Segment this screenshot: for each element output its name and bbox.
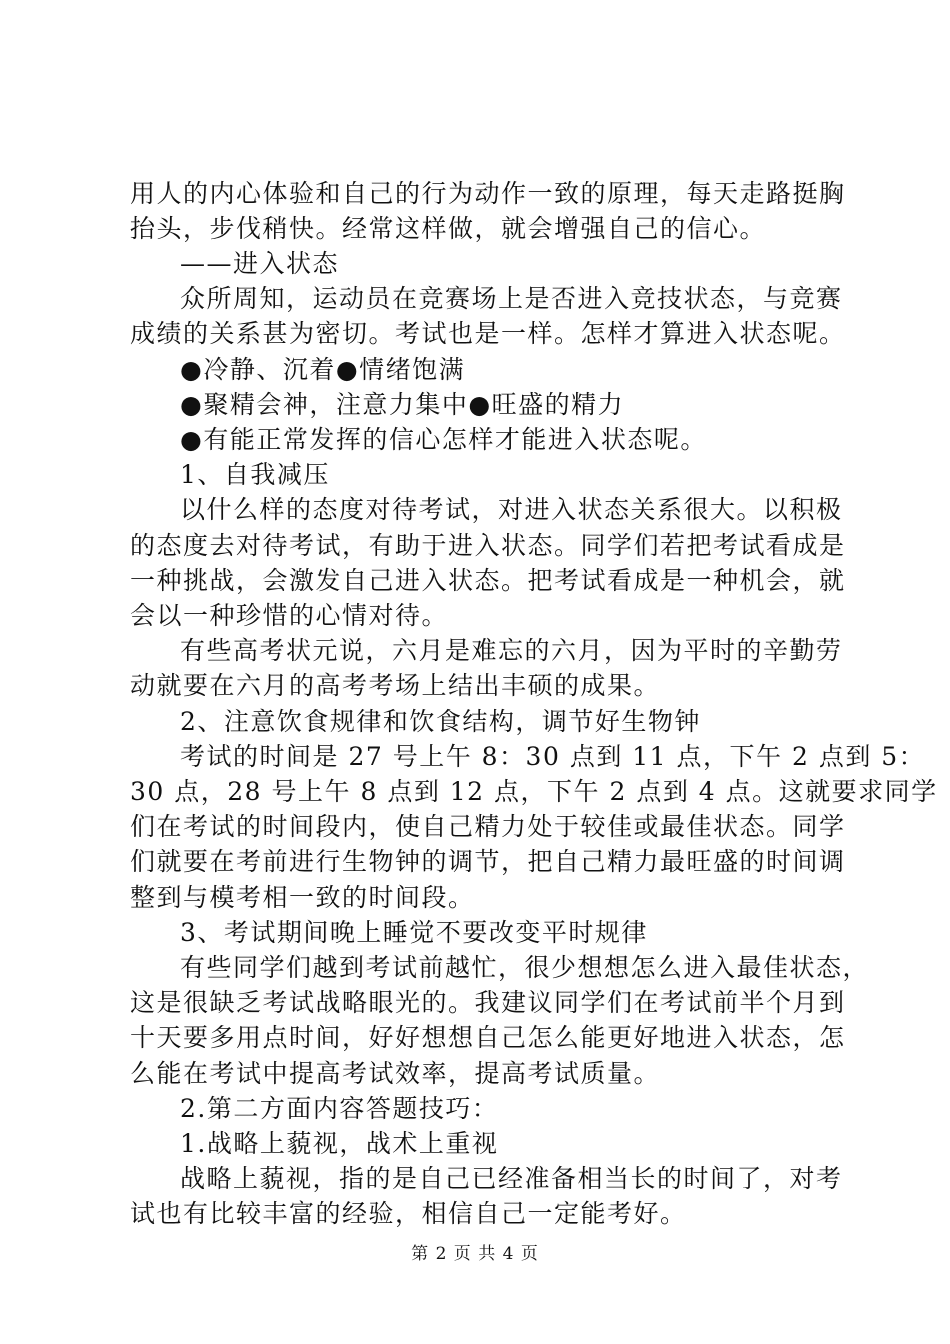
section-heading: 3、考试期间晚上睡觉不要改变平时规律 xyxy=(180,918,648,947)
text-line: 用人的内心体验和自己的行为动作一致的原理，每天走路挺胸 xyxy=(130,179,846,208)
bullet-line: ●有能正常发挥的信心怎样才能进入状态呢。 xyxy=(180,425,707,454)
text-line: 有些同学们越到考试前越忙，很少想想怎么进入最佳状态， xyxy=(180,953,870,982)
text-line: 动就要在六月的高考考场上结出丰硕的成果。 xyxy=(130,671,661,700)
text-line: 众所周知，运动员在竞赛场上是否进入竞技状态，与竞赛 xyxy=(180,284,843,313)
text-line: 这是很缺乏考试战略眼光的。我建议同学们在考试前半个月到 xyxy=(130,988,846,1017)
section-heading: 1.战略上藐视，战术上重视 xyxy=(180,1129,499,1158)
section-heading: 2、注意饮食规律和饮食结构，调节好生物钟 xyxy=(180,707,701,736)
text-line: 么能在考试中提高考试效率，提高考试质量。 xyxy=(130,1059,661,1088)
bullet-line: ●冷静、沉着●情绪饱满 xyxy=(180,355,466,384)
section-heading: 2.第二方面内容答题技巧： xyxy=(180,1094,499,1123)
text-line: 试也有比较丰富的经验，相信自己一定能考好。 xyxy=(130,1199,687,1228)
text-line: 们在考试的时间段内，使自己精力处于较佳或最佳状态。同学 xyxy=(130,812,846,841)
section-heading: ——进入状态 xyxy=(180,249,340,278)
text-line: 们就要在考前进行生物钟的调节，把自己精力最旺盛的时间调 xyxy=(130,847,846,876)
text-line: 抬头，步伐稍快。经常这样做，就会增强自己的信心。 xyxy=(130,214,767,243)
section-heading: 1、自我减压 xyxy=(180,460,330,489)
text-line: 的态度去对待考试，有助于进入状态。同学们若把考试看成是 xyxy=(130,531,846,560)
text-line: 30 点，28 号上午 8 点到 12 点，下午 2 点到 4 点。这就要求同学 xyxy=(130,777,938,806)
text-line: 有些高考状元说，六月是难忘的六月，因为平时的辛勤劳 xyxy=(180,636,843,665)
text-line: 会以一种珍惜的心情对待。 xyxy=(130,601,449,630)
text-line: 考试的时间是 27 号上午 8：30 点到 11 点，下午 2 点到 5： xyxy=(180,742,926,771)
bullet-line: ●聚精会神，注意力集中●旺盛的精力 xyxy=(180,390,625,419)
page-number-footer: 第 2 页 共 4 页 xyxy=(411,1244,539,1264)
text-line: 成绩的关系甚为密切。考试也是一样。怎样才算进入状态呢。 xyxy=(130,319,846,348)
text-line: 以什么样的态度对待考试，对进入状态关系很大。以积极 xyxy=(180,495,843,524)
text-line: 十天要多用点时间，好好想想自己怎么能更好地进入状态，怎 xyxy=(130,1023,846,1052)
text-line: 战略上藐视，指的是自己已经准备相当长的时间了，对考 xyxy=(180,1164,843,1193)
text-line: 整到与模考相一致的时间段。 xyxy=(130,883,475,912)
text-line: 一种挑战，会激发自己进入状态。把考试看成是一种机会，就 xyxy=(130,566,846,595)
